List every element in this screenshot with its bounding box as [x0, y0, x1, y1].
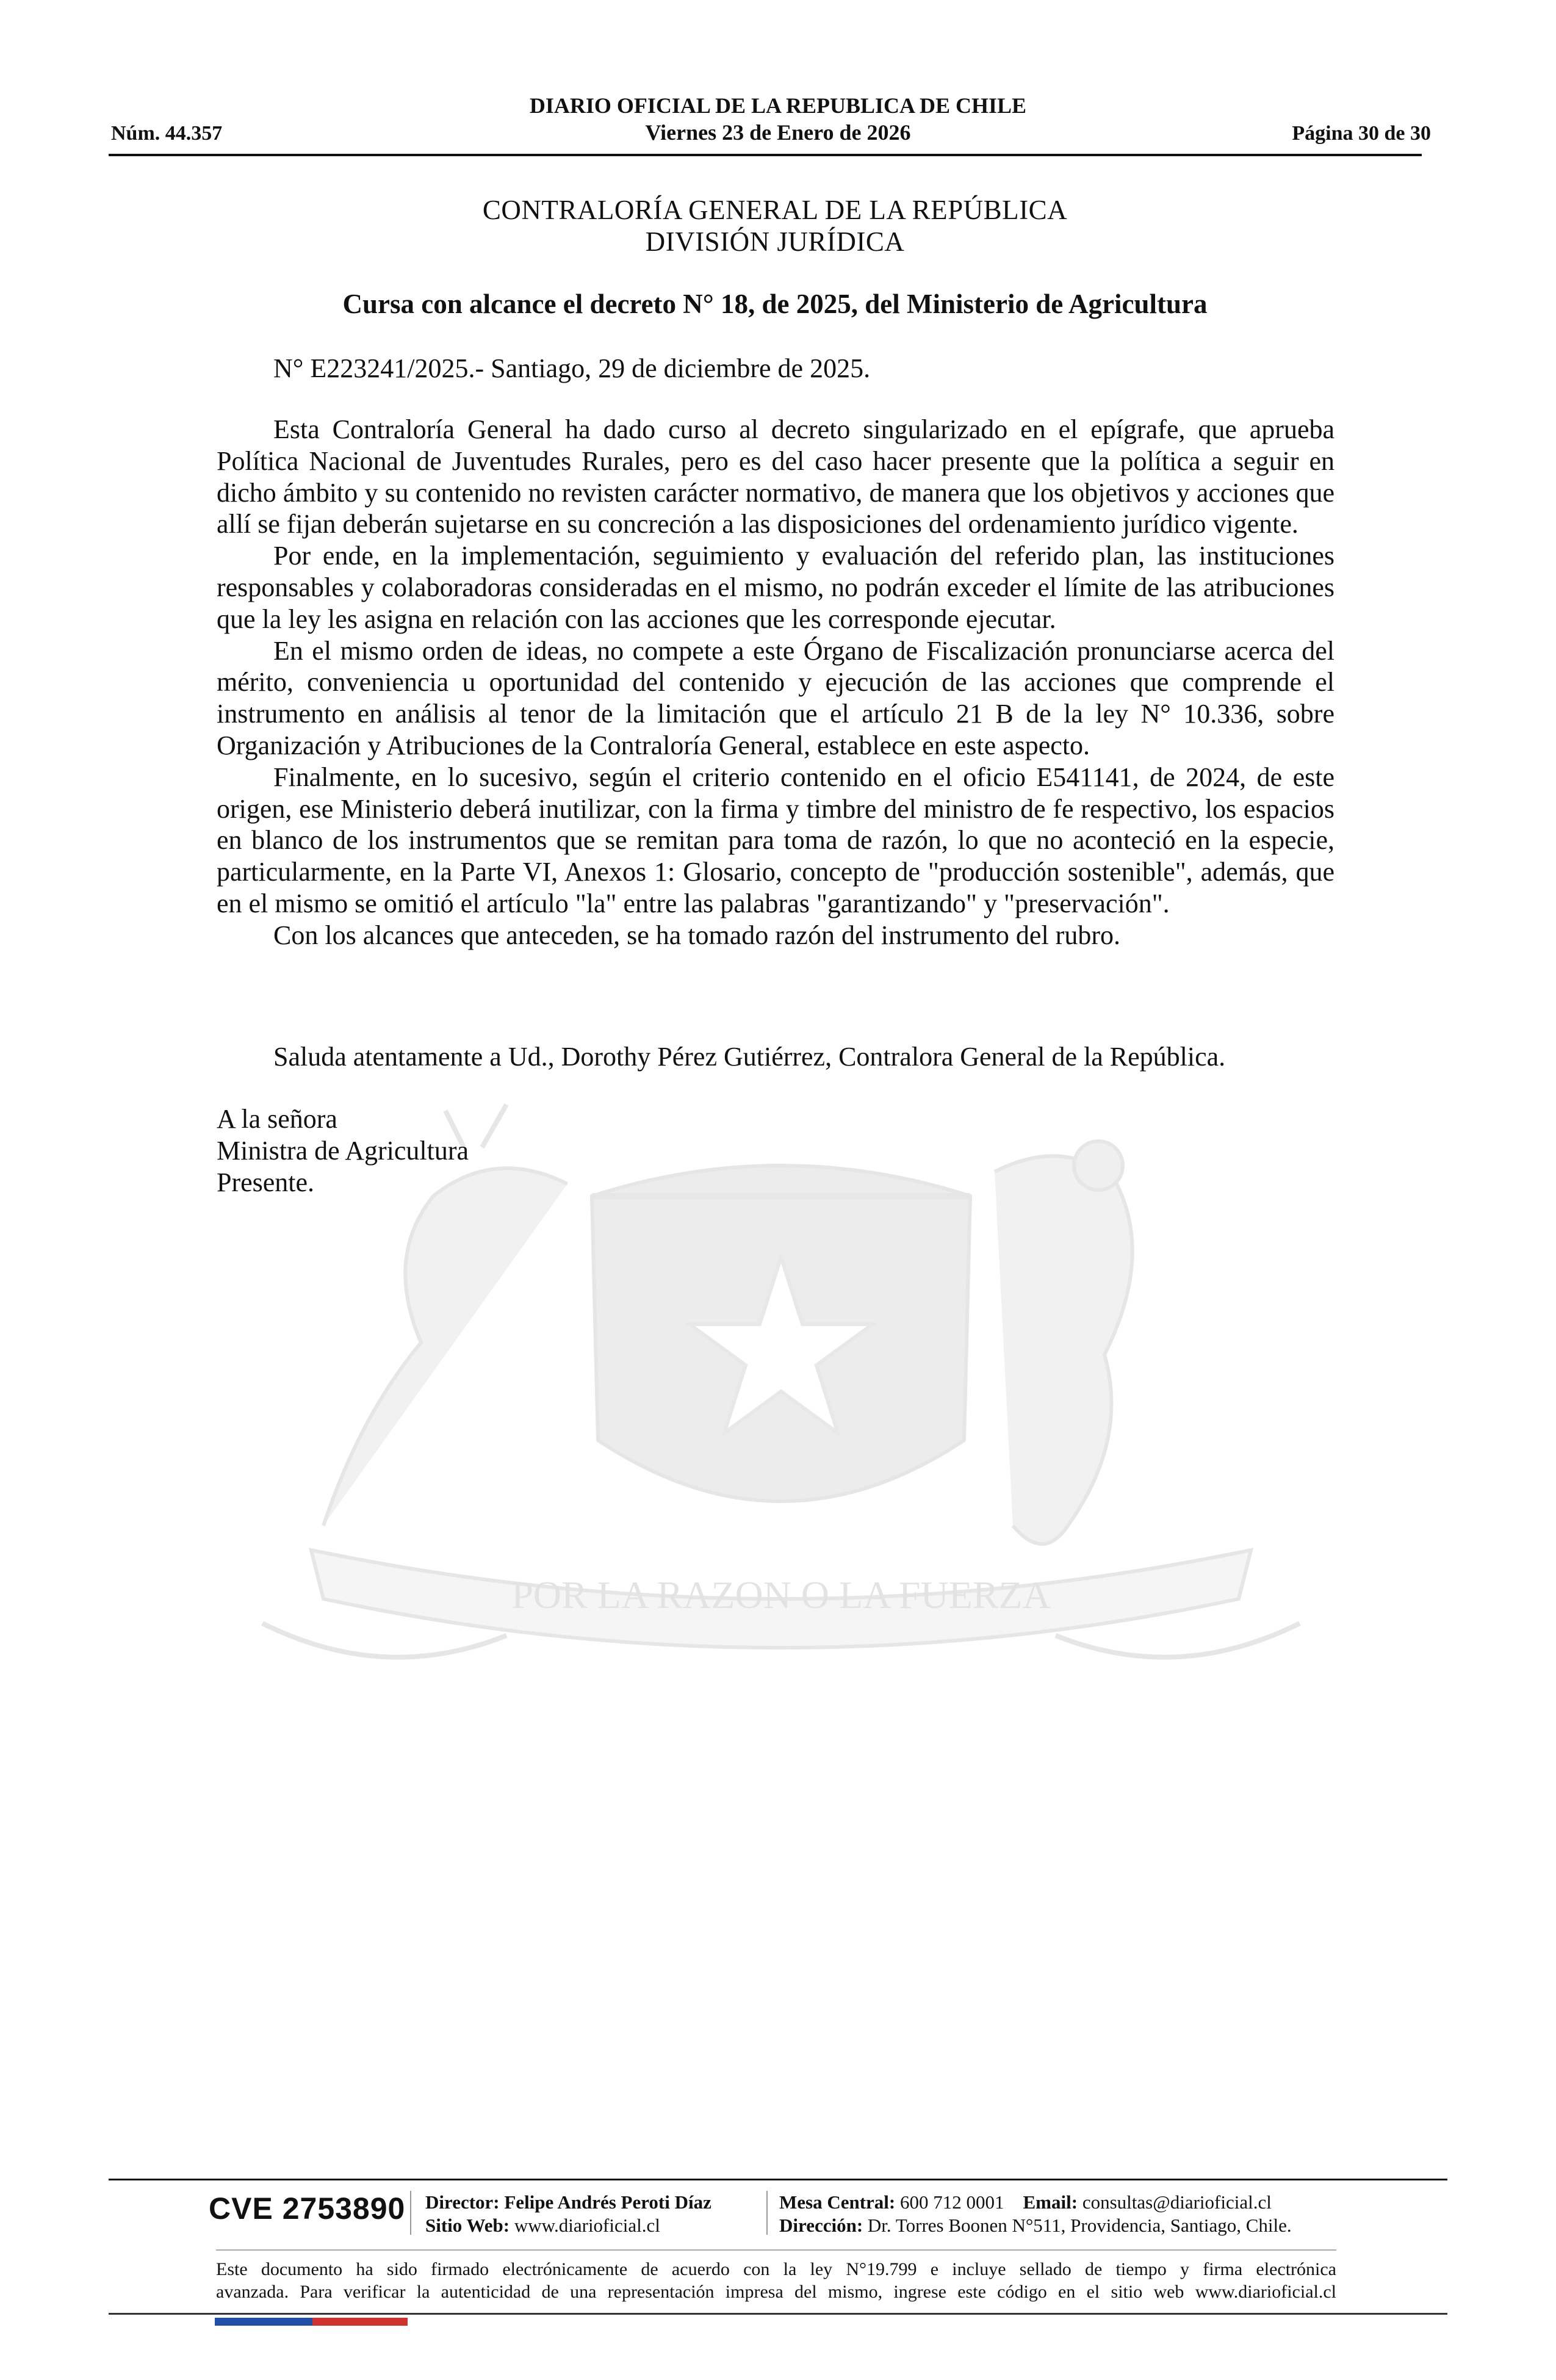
director-label: Director: [425, 2191, 500, 2213]
email-link[interactable]: consultas@diarioficial.cl [1082, 2191, 1272, 2213]
director-name: Felipe Andrés Peroti Díaz [504, 2191, 711, 2213]
website-link[interactable]: www.diarioficial.cl [514, 2215, 660, 2236]
paragraph: Con los alcances que anteceden, se ha tomado razón del instrumento del rubro. [273, 920, 1120, 950]
newspaper-title: DIARIO OFICIAL DE LA REPUBLICA DE CHILE [529, 93, 1027, 118]
closing-line: Saluda atentamente a Ud., Dorothy Pérez Gutiérrez, Contralora General de la República. [273, 1042, 1226, 1072]
paragraph: Por ende, en la implementación, seguimiento y evaluación del referido plan, las instituciones responsables y colaboradoras consideradas en el mismo, no podrán exceder el límite de las atribuciones que la ley les asigna en relación con las acciones que les corresponde ejecutar. [217, 541, 1334, 634]
paragraph: Finalmente, en lo sucesivo, según el criterio contenido en el oficio E541141, de 2024, de este origen, ese Ministerio deberá inutilizar, con la firma y timbre del ministro de fe respectivo, los espacios en blanco de los instrumentos que se remitan para toma de razón, lo que no aconteció en la especie, particularmente, en la Parte VI, Anexos 1: Glosario, concepto de "producción sostenible", además, que en el mismo se omitió el artículo "la" entre las palabras "garantizando" y "preservación". [217, 762, 1334, 918]
footer-separator [410, 2191, 411, 2235]
signature-notice [216, 2258, 1336, 2303]
footer-inner-divider [216, 2249, 1336, 2251]
footer-contact-block [779, 2191, 1292, 2237]
document-body [217, 414, 1334, 951]
phone-number: 600 712 0001 [900, 2191, 1004, 2213]
address-label: Dirección: [779, 2215, 863, 2236]
addressee-line: A la señora [217, 1104, 337, 1134]
page-number: Página 30 de 30 [1292, 122, 1431, 145]
cve-code: CVE 2753890 [209, 2191, 406, 2226]
notice-line: avanzada. Para verificar la autenticidad de una representación impresa del mismo, ingrese este código en el sitio web www.diarioficial.cl [216, 2282, 1336, 2302]
phone-label: Mesa Central: [779, 2191, 896, 2213]
footer-director-block [425, 2191, 711, 2237]
flag-stripe-blue [215, 2318, 312, 2326]
institution-division: DIVISIÓN JURÍDICA [645, 226, 905, 257]
issue-date: Viernes 23 de Enero de 2026 [645, 120, 911, 145]
website-label: Sitio Web: [425, 2215, 510, 2236]
notice-line: Este documento ha sido firmado electrónicamente de acuerdo con la ley N°19.799 e incluye sellado de tiempo y firma electrónica [216, 2259, 1336, 2279]
flag-stripe-red [312, 2318, 408, 2326]
paragraph: En el mismo orden de ideas, no compete a este Órgano de Fiscalización pronunciarse acerca del mérito, conveniencia u oportunidad del contenido y ejecución de las acciones que comprende el instrumento en análisis al tenor de la limitación que el artículo 21 B de la ley N° 10.336, sobre Organización y Atribuciones de la Contraloría General, establece en este aspecto. [217, 635, 1334, 760]
watermark-motto: POR LA RAZON O LA FUERZA [511, 1573, 1051, 1617]
addressee-line: Presente. [217, 1167, 315, 1197]
addressee-line: Ministra de Agricultura [217, 1135, 469, 1166]
document-reference: N° E223241/2025.- Santiago, 29 de diciembre de 2025. [273, 353, 871, 383]
institution-name: CONTRALORÍA GENERAL DE LA REPÚBLICA [482, 195, 1068, 225]
footer-bottom-divider [109, 2313, 1447, 2315]
address-value: Dr. Torres Boonen N°511, Providencia, Santiago, Chile. [867, 2215, 1292, 2236]
header-divider [109, 154, 1422, 156]
email-label: Email: [1023, 2191, 1078, 2213]
footer-separator [766, 2191, 768, 2235]
addressee-block [217, 1103, 469, 1198]
document-heading: Cursa con alcance el decreto N° 18, de 2025, del Ministerio de Agricultura [342, 289, 1208, 319]
issue-number: Núm. 44.357 [111, 122, 223, 145]
footer-divider [109, 2179, 1447, 2180]
paragraph: Esta Contraloría General ha dado curso al decreto singularizado en el epígrafe, que aprueba Política Nacional de Juventudes Rurales, pero es del caso hacer presente que la política a seguir en dicho ámbito y su contenido no revisten carácter normativo, de manera que los objetivos y acciones que allí se fijan deberán sujetarse en su concreción a las disposiciones del ordenamiento jurídico vigente. [217, 414, 1334, 539]
